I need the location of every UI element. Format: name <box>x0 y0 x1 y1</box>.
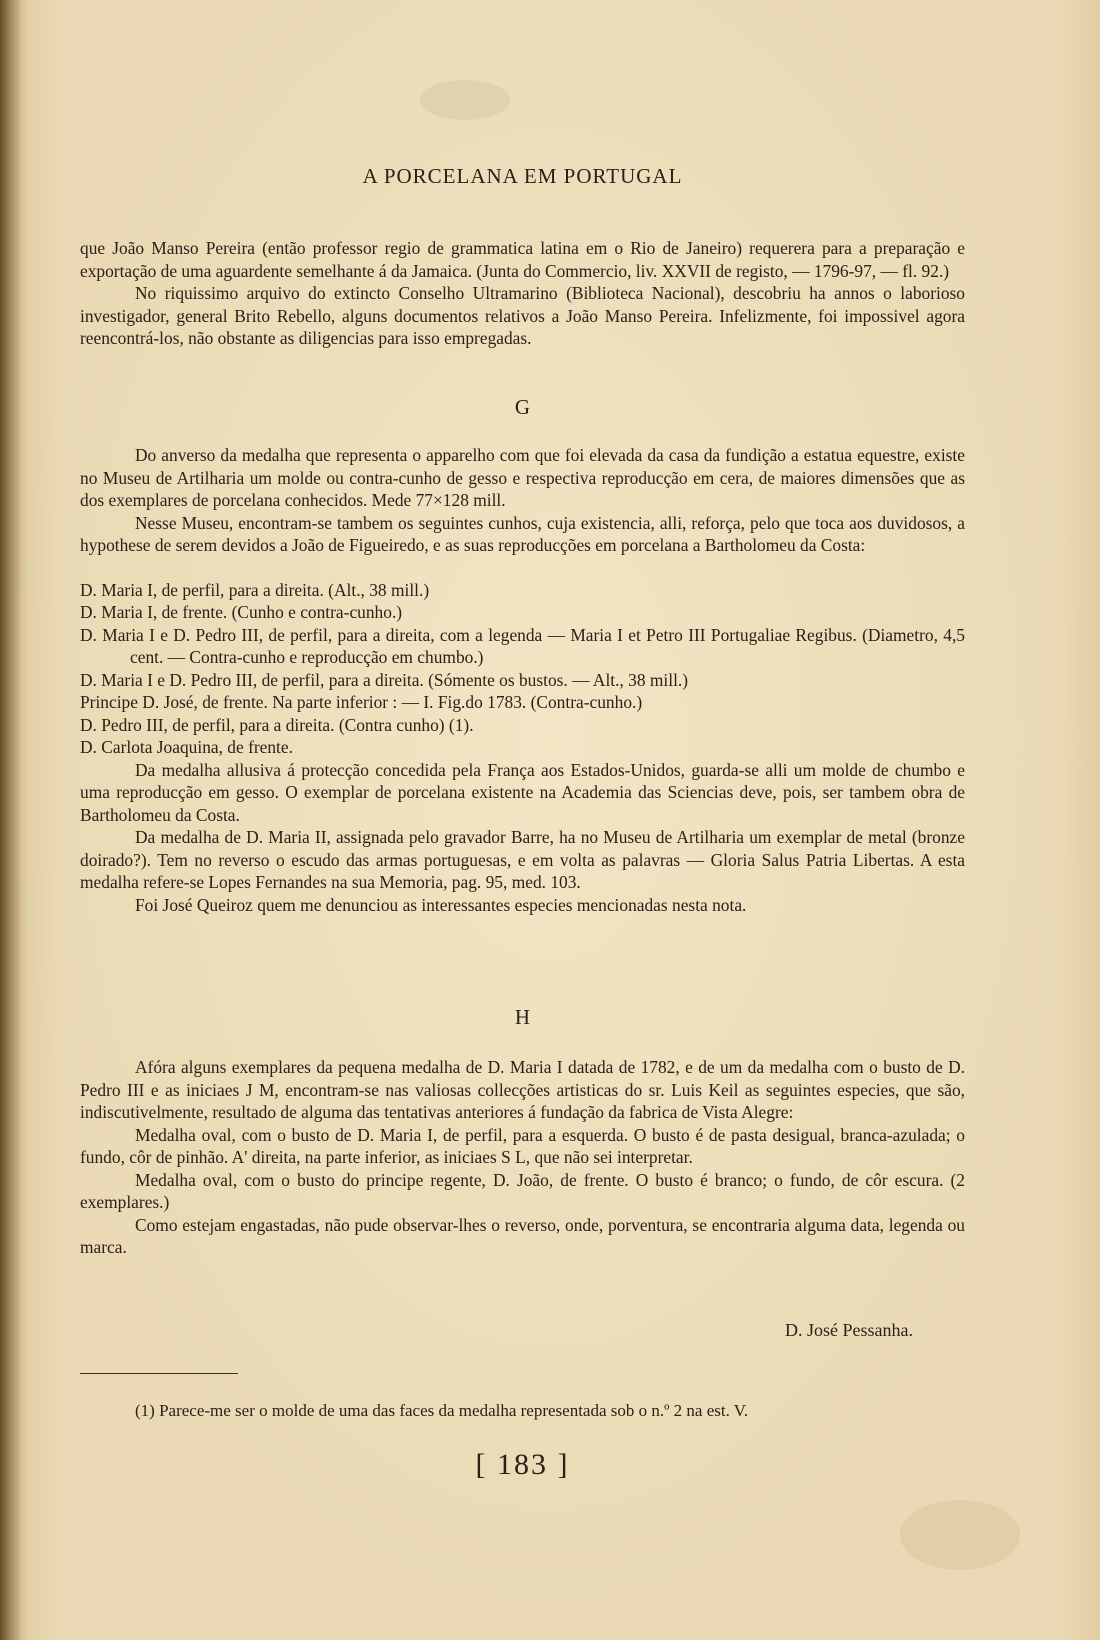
section-heading-g: G <box>514 395 531 419</box>
intro-paragraph-1: que João Manso Pereira (então professor regio de grammatica latina em o Rio de Janeiro) requerera para a preparação e exportação de uma aguardente semelhante á da Jamaica. (Junta do Commercio, liv. XXVII de registo, — 1796-97, — fl. 92.) <box>80 238 965 281</box>
list-item: D. Maria I, de perfil, para a direita. (Alt., 38 mill.) <box>80 579 430 600</box>
list-item: Principe D. José, de frente. Na parte inferior : — I. Fig.do 1783. (Contra-cunho.) <box>80 692 643 712</box>
list-item: D. Maria I e D. Pedro III, de perfil, para a direita, com a legenda — Maria I et Petro III Portugaliae Regibus. (Diametro, 4,5 cent. — Contra-cunho e reproducção em chumbo.) <box>80 624 965 667</box>
running-title: A PORCELANA EM PORTUGAL <box>362 164 683 188</box>
section-heading-h: H <box>514 1005 531 1029</box>
paper-stain <box>420 80 510 120</box>
intro-block <box>80 237 965 350</box>
list-item: D. Pedro III, de perfil, para a direita. (Contra cunho) (1). <box>80 714 474 735</box>
list-item: D. Maria I, de frente. (Cunho e contra-cunho.) <box>80 602 403 622</box>
section-h-paragraph-4: Como estejam engastadas, não pude observar-lhes o reverso, onde, porventura, se encontraria alguma data, legenda ou marca. <box>80 1214 965 1257</box>
paper-stain <box>900 1500 1020 1570</box>
author-signature: D. José Pessanha. <box>785 1320 913 1340</box>
intro-paragraph-2: No riquissimo arquivo do extincto Conselho Ultramarino (Biblioteca Nacional), descobriu ha annos o laborioso investigador, general Brito Rebello, alguns documentos relativos a João Manso Pereira. Infelizmente, foi impossivel agora reencontrá-los, não obstante as diligencias para isso empregadas. <box>80 283 965 348</box>
page-number: [ 183 ] <box>475 1448 570 1481</box>
section-h-block <box>80 1056 965 1259</box>
section-g-paragraph-4: Da medalha de D. Maria II, assignada pelo gravador Barre, ha no Museu de Artilharia um exemplar de metal (bronze doirado?). Tem no reverso o escudo das armas portuguesas, e em volta as palavras — Gloria Salus Patria Libertas. A esta medalha refere-se Lopes Fernandes na sua Memoria, pag. 95, med. 103. <box>80 827 965 892</box>
footnote-rule <box>80 1373 238 1374</box>
section-h-paragraph-3: Medalha oval, com o busto do principe regente, D. João, de frente. O busto é branco; o fundo, de côr escura. (2 exemplares.) <box>80 1169 965 1212</box>
section-g-paragraph-5: Foi José Queiroz quem me denunciou as interessantes especies mencionadas nesta nota. <box>135 894 747 915</box>
list-item: D. Maria I e D. Pedro III, de perfil, para a direita. (Sómente os bustos. — Alt., 38 mill.) <box>80 669 689 690</box>
section-g-paragraph-3: Da medalha allusiva á protecção concedida pela França aos Estados-Unidos, guarda-se alli um molde de chumbo e uma reproducção em gesso. O exemplar de porcelana existente na Academia das Sciencias deve, pois, ser tambem obra de Bartholomeu da Costa. <box>80 759 965 825</box>
section-g-block <box>80 444 965 916</box>
section-g-paragraph-1: Do anverso da medalha que representa o apparelho com que foi elevada da casa da fundição a estatua equestre, existe no Museu de Artilharia um molde ou contra-cunho de gesso e respectiva reproducção em cera, de maiores dimensões que as dos exemplares de porcelana conhecidos. Mede 77×128 mill. <box>80 445 965 510</box>
page-gutter-shadow <box>0 0 22 1640</box>
section-h-paragraph-1: Afóra alguns exemplares da pequena medalha de D. Maria I datada de 1782, e de um da medalha com o busto de D. Pedro III e as iniciaes J M, encontram-se nas valiosas collecções artisticas do sr. Luis Keil as seguintes especies, que são, indiscutivelmente, resultado de alguma das tentativas anteriores á fundação da fabrica de Vista Alegre: <box>80 1057 965 1122</box>
section-g-paragraph-2: Nesse Museu, encontram-se tambem os seguintes cunhos, cuja existencia, alli, reforça, pelo que toca aos duvidosos, a hypothese de serem devidos a João de Figueiredo, e as suas reproducções em porcelana a Bartholomeu da Costa: <box>80 512 965 555</box>
list-item: D. Carlota Joaquina, de frente. <box>80 737 293 757</box>
footnote: (1) Parece-me ser o molde de uma das faces da medalha representada sob o n.º 2 na est. V. <box>135 1401 749 1420</box>
section-h-paragraph-2: Medalha oval, com o busto de D. Maria I, de perfil, para a esquerda. O busto é de pasta desigual, branca-azulada; o fundo, côr de pinhão. A' direita, na parte inferior, as iniciaes S L, que não sei interpretar. <box>80 1124 965 1167</box>
